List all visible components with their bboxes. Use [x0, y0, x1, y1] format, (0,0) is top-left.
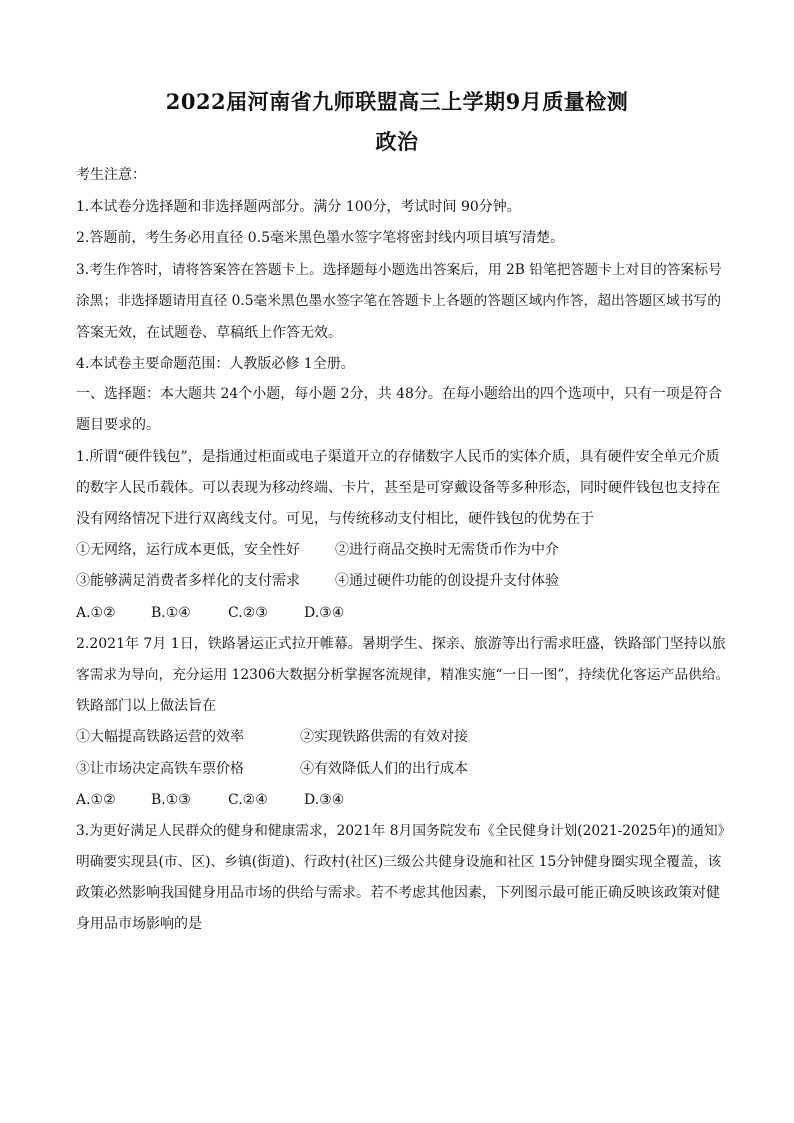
question-1-stem: 的数字人民币载体。可以表现为移动终端、卡片，甚至是可穿戴设备等多种形态，同时硬件钱包也支持在 — [76, 480, 720, 496]
notice-heading: 考生注意： — [76, 167, 146, 183]
notice-item: 4.本试卷主要命题范围：人教版必修 1全册。 — [76, 356, 355, 372]
question-3-stem: 政策必然影响我国健身用品市场的供给与需求。若不考虑其他因素，下列图示最可能正确反映该政策对健 — [76, 885, 720, 901]
question-1-statement-4: ④通过硬件功能的创设提升支付体验 — [335, 573, 559, 589]
question-1-option-d: D.③④ — [304, 605, 345, 621]
question-1-statement-1: ①无网络，运行成本更低，安全性好 — [76, 542, 300, 558]
question-2-option-a: A.①② — [76, 792, 116, 808]
section-heading: 一、选择题：本大题共 24个小题，每小题 2分，共 48分。在每小题给出的四个选项中，只有一项是符合 — [76, 386, 722, 402]
question-2-option-c: C.②④ — [228, 792, 268, 808]
question-1-option-b: B.①④ — [151, 605, 191, 621]
question-2-statement-3: ③让市场决定高铁车票价格 — [76, 761, 244, 777]
question-2-statement-2: ②实现铁路供需的有效对接 — [300, 729, 468, 745]
question-2-option-d: D.③④ — [304, 792, 345, 808]
notice-item: 答案无效，在试题卷、草稿纸上作答无效。 — [76, 325, 342, 341]
notice-item: 涂黑；非选择题请用直径 0.5毫米黑色墨水签字笔在答题卡上各题的答题区域内作答，超出答题区域书写的 — [76, 293, 721, 309]
question-2-stem: 2.2021年 7月 1日，铁路暑运正式拉开帷幕。暑期学生、探亲、旅游等出行需求旺盛，铁路部门坚持以旅 — [76, 636, 726, 652]
section-heading: 题目要求的。 — [76, 417, 160, 433]
exam-title: 2022届河南省九师联盟高三上学期9月质量检测 — [165, 89, 629, 114]
question-3-stem: 3.为更好满足人民群众的健身和健康需求，2021年 8月国务院发布《全民健身计划(2021-2025年)的通知》 — [76, 823, 732, 839]
question-1-option-a: A.①② — [76, 605, 116, 621]
notice-item: 3.考生作答时，请将答案答在答题卡上。选择题每小题选出答案后，用 2B 铅笔把答题卡上对目的答案标号 — [76, 262, 722, 278]
question-2-option-b: B.①③ — [151, 792, 191, 808]
notice-item: 1.本试卷分选择题和非选择题两部分。满分 100分，考试时间 90分钟。 — [76, 199, 521, 215]
question-2-stem: 客需求为导向，充分运用 12306大数据分析掌握客流规律，精准实施“一日一图”，持续优化客运产品供给。 — [76, 667, 730, 683]
exam-subject: 政治 — [375, 129, 419, 154]
question-1-stem: 没有网络情况下进行双离线支付。可见，与传统移动支付相比，硬件钱包的优势在于 — [76, 511, 594, 527]
question-1-statement-2: ②进行商品交换时无需货币作为中介 — [335, 542, 559, 558]
question-2-statement-4: ④有效降低人们的出行成本 — [300, 761, 468, 777]
question-1-statement-3: ③能够满足消费者多样化的支付需求 — [76, 573, 300, 589]
question-2-stem: 铁路部门以上做法旨在 — [76, 698, 216, 714]
question-1-option-c: C.②③ — [228, 605, 268, 621]
notice-item: 2.答题前，考生务必用直径 0.5毫米黑色墨水签字笔将密封线内项目填写清楚。 — [76, 230, 565, 246]
question-2-statement-1: ①大幅提高铁路运营的效率 — [76, 729, 244, 745]
question-1-stem: 1.所谓“硬件钱包”，是指通过柜面或电子渠道开立的存储数字人民币的实体介质，具有硬件安全单元介质 — [76, 449, 720, 465]
question-3-stem: 明确要实现县(市、区)、乡镇(街道)、行政村(社区)三级公共健身设施和社区 15分钟健身圈实现全覆盖，该 — [76, 854, 722, 870]
question-3-stem: 身用品市场影响的是 — [76, 916, 202, 932]
